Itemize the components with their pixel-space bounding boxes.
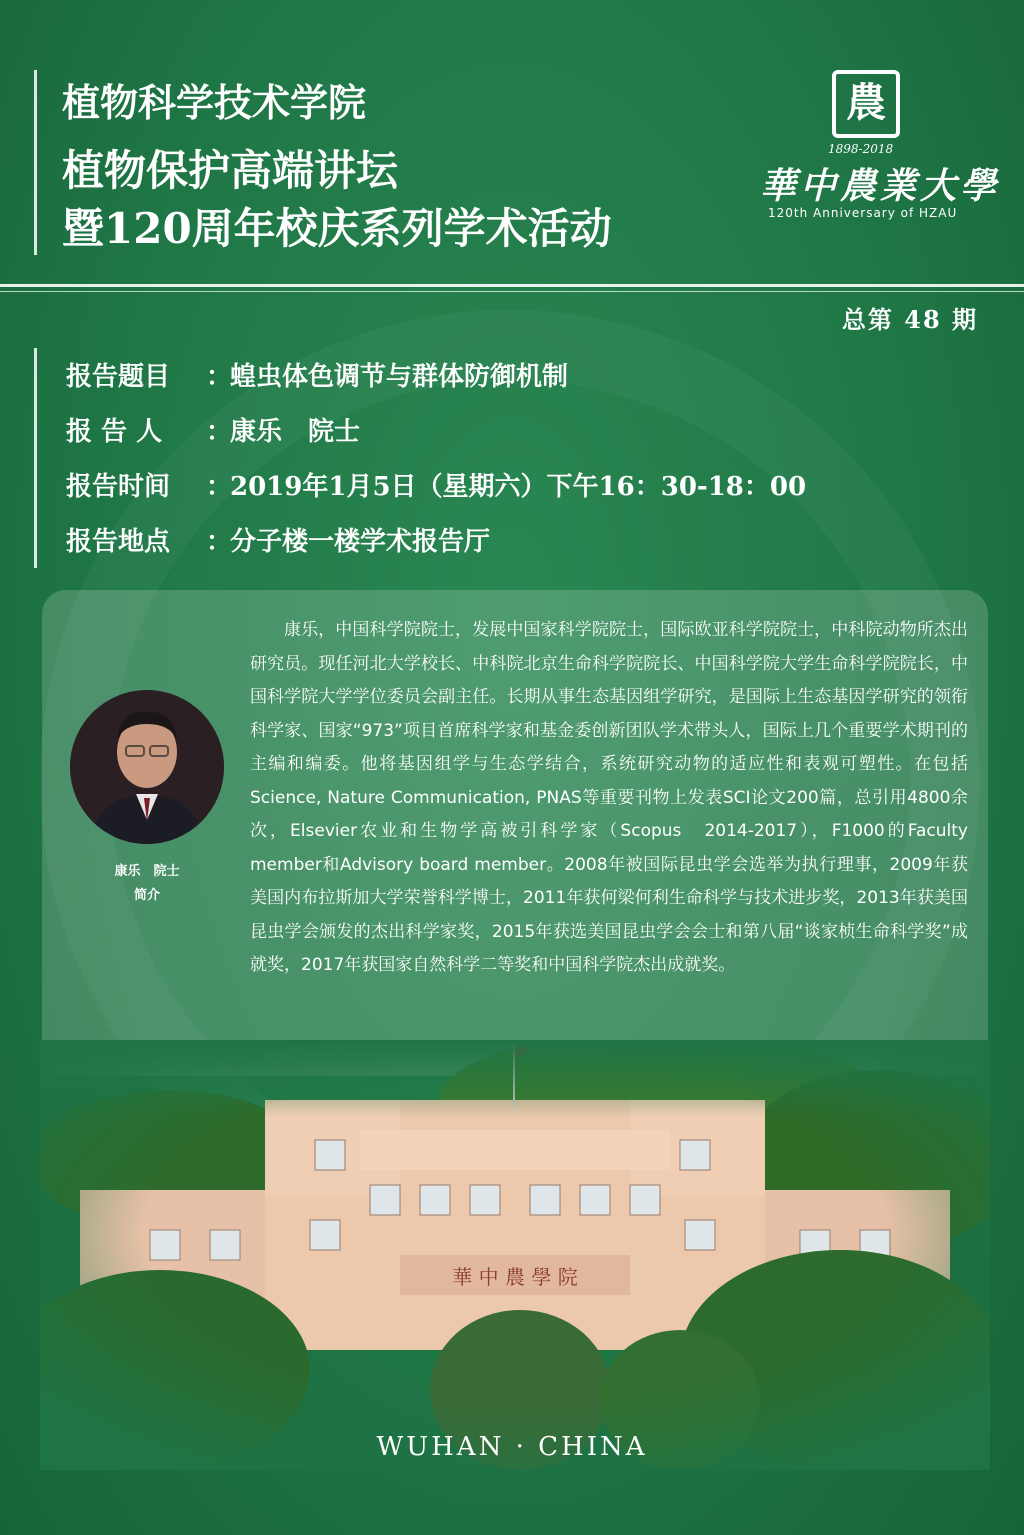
caption-name: 康乐 院士 [114,864,180,879]
info-place [66,521,490,558]
info-speaker [66,411,360,448]
header-divider [0,284,1024,287]
college-title: 植物科学技术学院 [62,80,367,125]
colon: ： [206,417,233,447]
speaker-value: 康乐 院士 [230,417,361,447]
logo-university-name: 華中農業大學 [760,165,1001,207]
colon: ： [206,527,233,557]
info-accent-bar [34,348,37,568]
photo-caption [70,860,224,908]
info-topic [66,356,568,393]
university-logo [740,70,1001,230]
footer-location: WUHAN · CHINA [376,1432,648,1462]
bio-paragraph: 康乐，中国科学院院士，发展中国家科学院院士，国际欧亚科学院院士，中科院动物所杰出研究员。现任河北大学校长、中科院北京生命科学院院长、中国科学院大学生命科学院院长，中国科学院大学学位委员会副主任。长期从事生态基因组学研究，是国际上生态基因学研究的领衔科学家、国家“973”项目首席科学家和基金委创新团队学术带头人，国际上几个重要学术期刊的主编和编委。他将基因组学与生态学结合，系统研究动物的适应性和表观可塑性。在包括Science, Nature Communication, PNAS等重要刊物上发表SCI论文200篇，总引用4800余次，Elsevier农业和生物学高被引科学家（Scopus 2014-2017），F1000的Faculty member和Advisory board member。2008年被国际昆虫学会选举为执行理事，2009年获美国内布拉斯加大学荣誉科学博士，2011年获何梁何利生命科学与技术进步奖，2013年获美国昆虫学会颁发的杰出科学家奖，2015年获选美国昆虫学会会士和第八届“谈家桢生命科学奖”成就奖，2017年获国家自然科学二等奖和中国科学院杰出成就奖。 [250,620,968,975]
logo-mark: 農 [832,70,900,138]
topic-label: 报告题目 [66,362,171,392]
logo-anniversary: 120th Anniversary of HZAU [768,206,958,220]
issue-number: 总第 48 期 [841,305,978,334]
series-title: 暨120周年校庆系列学术活动 [62,204,612,253]
logo-years: 1898-2018 [828,142,894,156]
colon: ： [206,472,233,502]
caption-sub: 简介 [133,888,160,903]
topic-value: 蝗虫体色调节与群体防御机制 [230,362,569,392]
header-accent-bar [34,70,37,255]
speaker-label: 报 告 人 [66,417,163,447]
colon: ： [206,362,233,392]
speaker-portrait-icon [70,690,224,844]
forum-title: 植物保护高端讲坛 [62,146,399,195]
time-value: 2019年1月5日（星期六）下午16：30-18：00 [230,472,807,502]
campus-building-image [40,1040,990,1470]
place-value: 分子楼一楼学术报告厅 [230,527,491,557]
header-divider-thin [0,291,1024,292]
time-label: 报告时间 [66,472,171,502]
place-label: 报告地点 [66,527,171,557]
info-time [66,466,806,503]
speaker-photo [70,690,224,844]
